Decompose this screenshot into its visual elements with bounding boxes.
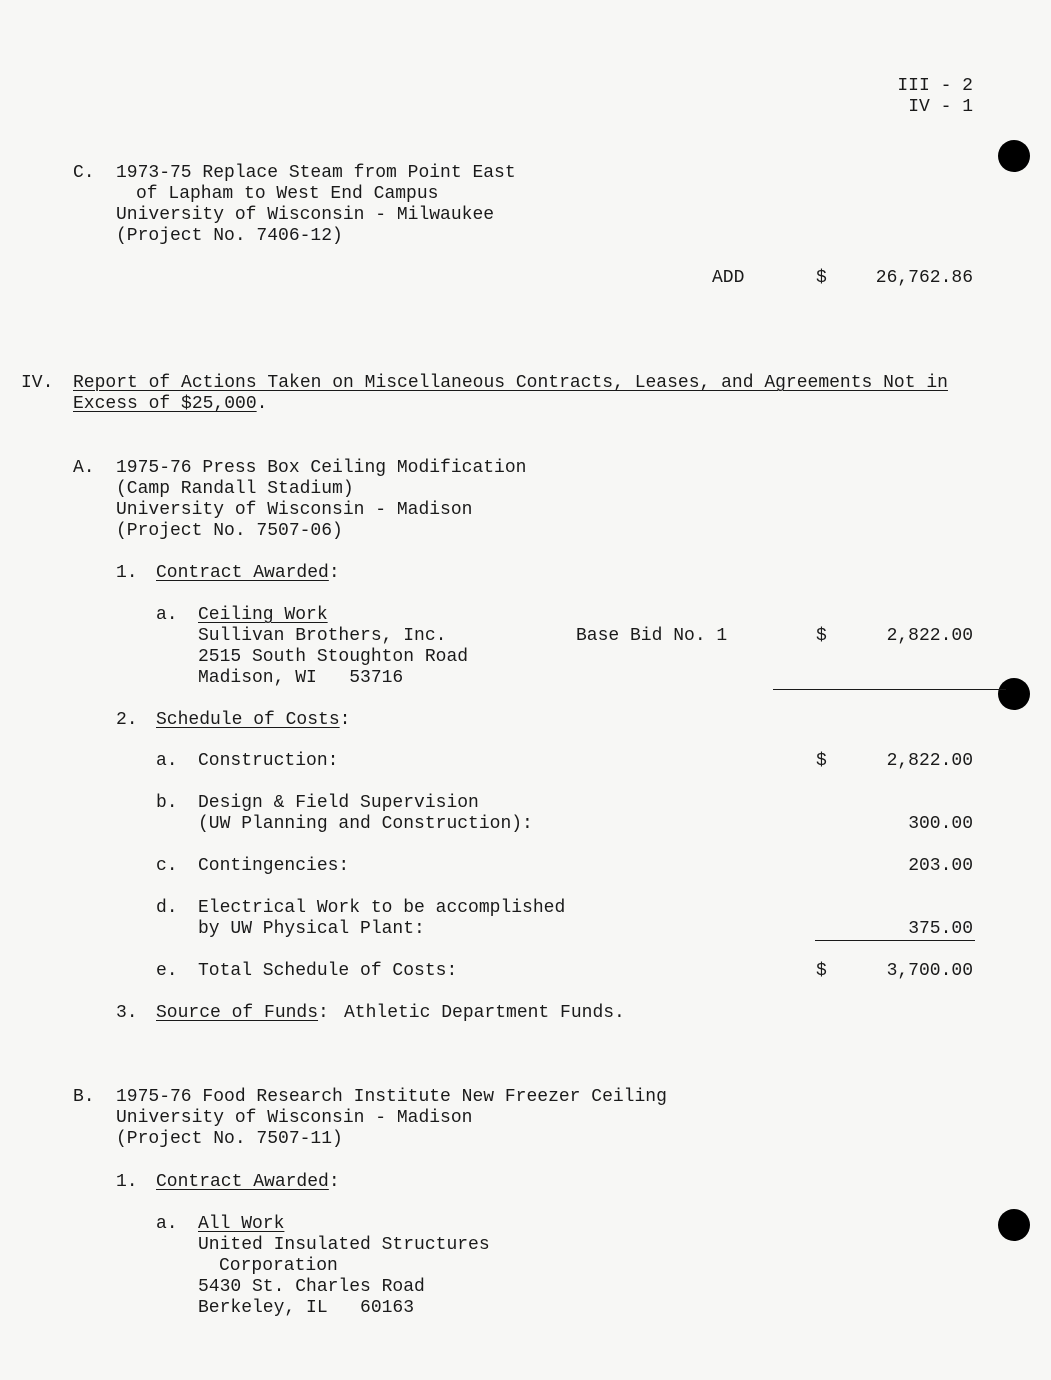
cost-item-label: Total Schedule of Costs:: [198, 961, 458, 981]
page-number-1: III - 2: [897, 76, 973, 96]
funds-heading: [156, 1003, 329, 1024]
contractor-b-street: 5430 St. Charles Road: [198, 1277, 425, 1297]
funds-num: 3.: [116, 1003, 138, 1023]
item-b-campus: University of Wisconsin - Madison: [116, 1108, 473, 1128]
cost-item-amount: 375.00: [908, 919, 973, 939]
bid-amount: 2,822.00: [886, 626, 973, 646]
item-a-location: (Camp Randall Stadium): [116, 479, 354, 499]
item-a-project: (Project No. 7507-06): [116, 521, 343, 541]
cost-item-letter: e.: [156, 961, 178, 981]
cost-item-amount: 2,822.00: [886, 751, 973, 771]
cost-item-label-cont: (UW Planning and Construction):: [198, 814, 533, 834]
item-c-amount: 26,762.86: [875, 268, 973, 288]
contract-b-colon: :: [328, 1172, 340, 1192]
section-iv-heading-period: .: [256, 394, 268, 414]
item-a-campus: University of Wisconsin - Madison: [116, 500, 473, 520]
contractor-city: Madison, WI 53716: [198, 668, 404, 688]
item-c-project: (Project No. 7406-12): [116, 226, 343, 246]
funds-label: Source of Funds: [156, 1003, 319, 1023]
contract-b-heading: [156, 1172, 340, 1193]
all-work-label: All Work: [198, 1214, 285, 1234]
item-b-title: 1975-76 Food Research Institute New Freezer Ceiling: [116, 1087, 667, 1107]
binder-hole: [998, 678, 1030, 710]
bid-label: Base Bid No. 1: [576, 626, 728, 646]
cost-item-label-cont: by UW Physical Plant:: [198, 919, 425, 939]
page-number-2: IV - 1: [908, 97, 973, 117]
contractor-b-city: Berkeley, IL 60163: [198, 1298, 415, 1318]
item-c-campus: University of Wisconsin - Milwaukee: [116, 205, 495, 225]
section-iv-heading-line2: Excess of $25,000: [73, 394, 257, 414]
funds-value: Athletic Department Funds.: [344, 1003, 625, 1023]
schedule-heading: [156, 710, 350, 731]
contractor-name: Sullivan Brothers, Inc.: [198, 626, 447, 646]
section-divider-rule: [773, 689, 1006, 690]
item-c-add-label: ADD: [712, 268, 745, 288]
schedule-label: Schedule of Costs: [156, 710, 340, 730]
contract-b-label: Contract Awarded: [156, 1172, 329, 1192]
item-a-letter: A.: [73, 458, 95, 478]
item-a-title: 1975-76 Press Box Ceiling Modification: [116, 458, 527, 478]
contractor-b-name: United Insulated Structures: [198, 1235, 490, 1255]
binder-hole: [998, 140, 1030, 172]
ceiling-work-label: Ceiling Work: [198, 605, 328, 625]
cost-item-label: Construction:: [198, 751, 339, 771]
subtotal-rule: [815, 940, 975, 941]
cost-item-letter: b.: [156, 793, 178, 813]
item-c-letter: C.: [73, 163, 95, 183]
contract-label: Contract Awarded: [156, 563, 329, 583]
binder-hole: [998, 1209, 1030, 1241]
contract-num: 1.: [116, 563, 138, 583]
section-iv-heading-cont: [73, 394, 267, 415]
contractor-b-name-cont: Corporation: [219, 1256, 338, 1276]
schedule-colon: :: [339, 710, 351, 730]
section-iv-numeral: IV.: [21, 373, 54, 393]
contractor-street: 2515 South Stoughton Road: [198, 647, 469, 667]
cost-item-currency: $: [816, 751, 827, 771]
funds-colon: :: [318, 1003, 329, 1023]
bid-currency: $: [816, 626, 827, 646]
cost-item-letter: a.: [156, 751, 178, 771]
contract-heading: [156, 563, 340, 584]
item-b-letter: B.: [73, 1087, 95, 1107]
cost-item-label: Electrical Work to be accomplished: [198, 898, 566, 918]
all-work-letter: a.: [156, 1214, 178, 1234]
cost-item-currency: $: [816, 961, 827, 981]
cost-item-label: Design & Field Supervision: [198, 793, 479, 813]
cost-item-label: Contingencies:: [198, 856, 350, 876]
item-c-title-cont: of Lapham to West End Campus: [136, 184, 439, 204]
item-c-currency: $: [816, 268, 827, 288]
ceiling-work-letter: a.: [156, 605, 178, 625]
item-b-project: (Project No. 7507-11): [116, 1129, 343, 1149]
cost-item-amount: 203.00: [908, 856, 973, 876]
item-c-title: 1973-75 Replace Steam from Point East: [116, 163, 516, 183]
cost-item-amount: 3,700.00: [886, 961, 973, 981]
schedule-num: 2.: [116, 710, 138, 730]
cost-item-amount: 300.00: [908, 814, 973, 834]
contract-b-num: 1.: [116, 1172, 138, 1192]
contract-colon: :: [328, 563, 340, 583]
cost-item-letter: d.: [156, 898, 178, 918]
cost-item-letter: c.: [156, 856, 178, 876]
section-iv-heading: Report of Actions Taken on Miscellaneous Contracts, Leases, and Agreements Not in: [73, 373, 948, 393]
